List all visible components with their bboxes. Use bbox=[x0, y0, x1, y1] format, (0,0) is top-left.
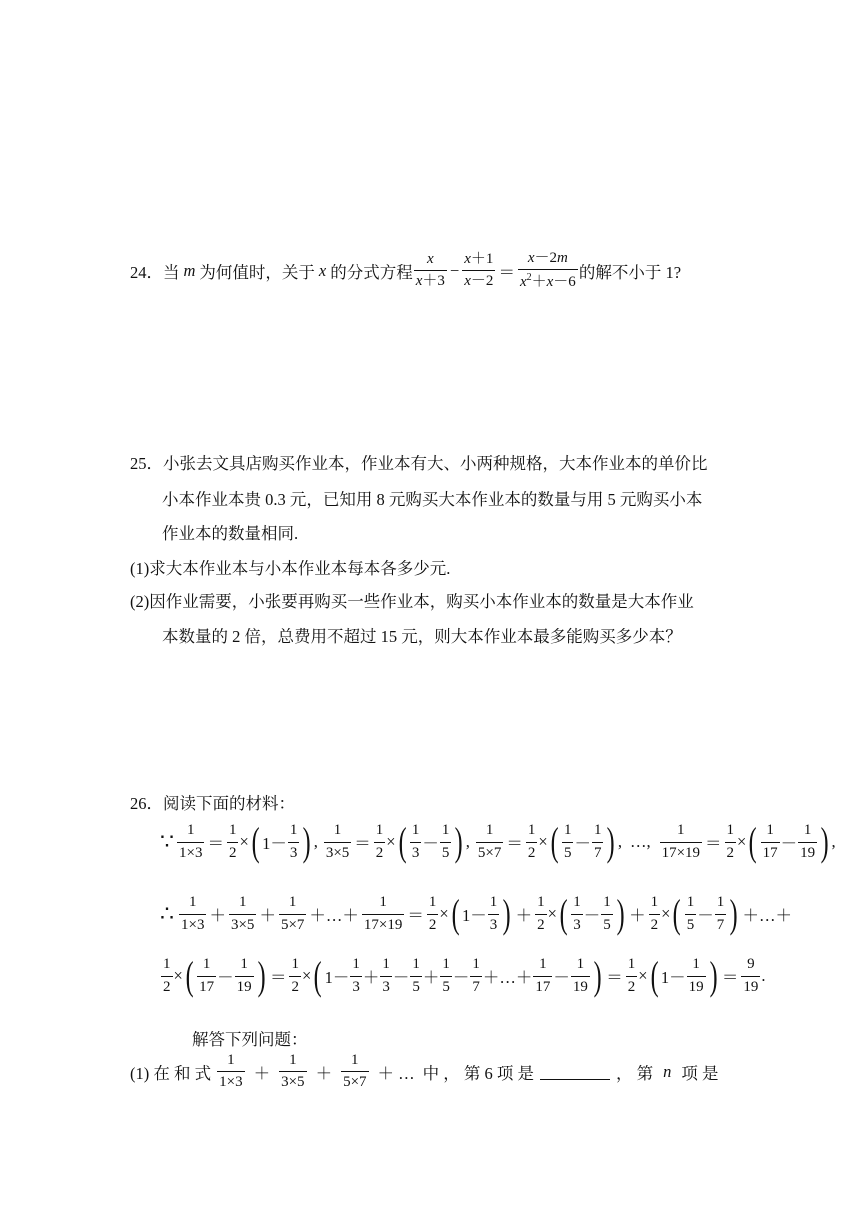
because-symbol: ∵ bbox=[160, 829, 174, 854]
q26-part1-suffix: ， 第 bbox=[616, 1063, 654, 1083]
q26-because-line: ∵ $\frac{1}{1\times 3}$ ＝ $\frac{1}{2}$ × ( 1－ $\frac{1}{3}$ ) , $\frac{1}{3\times 5}$ ＝ $\frac{1}{2}$ × ( $\frac{1}{3}$ － $\frac{1}{5}$ ) , $\frac{1}{5\times 7}$ ＝ $\frac{1}{2}$ × ( $\frac{1}{5}$ － $\frac{1}{7}$ ) , …, $\frac{1}{17\times 19}$ ＝ $\frac{1}{2}$ × ( $\frac{1}{17}$ － $\frac{1}{19}$ ) , bbox=[160, 819, 836, 864]
q24-mid2: 的分式方程 bbox=[330, 262, 413, 282]
ellipsis: …, bbox=[629, 832, 651, 851]
q24-variable-x: x bbox=[318, 260, 327, 280]
therefore-symbol: ∴ bbox=[160, 901, 174, 926]
variable-n: n bbox=[663, 1061, 672, 1081]
q26-part1-mid: 中 ， 第 6 项 是 bbox=[422, 1063, 535, 1083]
result-denominator: 19 bbox=[741, 976, 760, 996]
q26-prompt: 解答下列问题： bbox=[192, 1030, 308, 1049]
q25-part1: (1)求大本作业本与小本作业本每本各多少元. bbox=[130, 559, 451, 578]
q26-continuation-line: $\frac{1}{2}$ × ( $\frac{1}{17}$ － $\frac{1}{19}$ ) ＝ $\frac{1}{2}$ × ( 1－ $\frac{1}{3}$ ＋ $\frac{1}{3}$ － $\frac{1}{5}$ ＋ $\frac{1}{5}$ － $\frac{1}{7}$ ＋…＋ $\frac{1}{17}$ － $\frac{1}{19}$ ) ＝ $\frac{1}{2}$ × ( 1－ $\frac{1}{19}$ ) ＝ $\frac{9}{19}$ . bbox=[163, 953, 766, 998]
q26-part1-end: 项 是 bbox=[681, 1063, 719, 1083]
result-numerator: 9 bbox=[747, 956, 755, 973]
question-24 bbox=[130, 250, 681, 292]
q25-line1: 25．小张去文具店购买作业本，作业本有大、小两种规格，大本作业本的单价比 bbox=[130, 454, 708, 473]
q25-line2: 小本作业本贵 0.3 元，已知用 8 元购买大本作业本的数量与用 5 元购买小本 bbox=[162, 490, 703, 509]
q25-part2a: (2)因作业需要，小张要再购买一些作业本，购买小本作业本的数量是大本作业 bbox=[130, 592, 694, 611]
q26-part1-prefix: (1) 在 和 式 bbox=[130, 1063, 212, 1083]
q24-mid1: 为何值时，关于 bbox=[199, 262, 315, 282]
q24-prefix: 24．当 bbox=[130, 262, 180, 282]
q24-equation: $\frac{x}{x+3}$ − $\frac{x+1}{x-2}$ ＝ $\frac{x-2m}{x^2+x-6}$ bbox=[415, 250, 576, 291]
q26-therefore-line: ∴ $\frac{1}{1\times 3}$ ＋ $\frac{1}{3\times 5}$ ＋ $\frac{1}{5\times 7}$ ＋…＋ $\frac{1}{17\times 19}$ ＝ $\frac{1}{2}$ × ( 1－ $\frac{1}{3}$ ) ＋ $\frac{1}{2}$ × ( $\frac{1}{3}$ － $\frac{1}{5}$ ) ＋ $\frac{1}{2}$ × ( $\frac{1}{5}$ － $\frac{1}{7}$ ) ＋…＋ bbox=[160, 891, 793, 936]
q26-title: 26．阅读下面的材料： bbox=[130, 794, 295, 813]
q25-line3: 作业本的数量相同. bbox=[162, 524, 299, 543]
q25-part2b: 本数量的 2 倍，总费用不超过 15 元，则大本作业本最多能购买多少本？ bbox=[162, 627, 682, 646]
answer-blank bbox=[540, 1063, 610, 1080]
q24-suffix: 的解不小于 1? bbox=[578, 262, 682, 282]
q26-part1: (1) 在 和 式 $\frac{1}{1\times 3}$ ＋ $\frac{1}{3\times 5}$ ＋ $\frac{1}{5\times 7}$ ＋ … 中 ， 第 6 项 是 ， 第 n 项 是 bbox=[130, 1052, 719, 1091]
q24-variable-m: m bbox=[183, 260, 196, 280]
